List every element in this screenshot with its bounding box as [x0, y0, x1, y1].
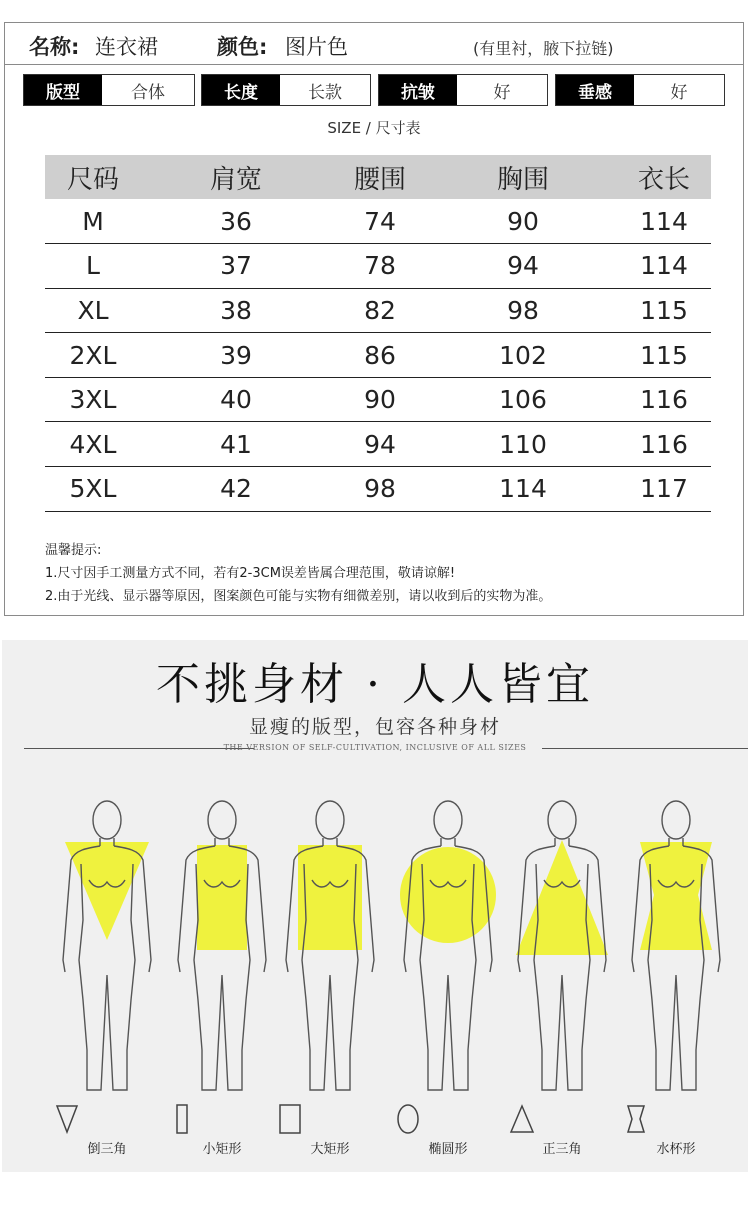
tips-section	[45, 539, 551, 608]
color-value: 图片色	[285, 35, 348, 59]
measurement-cell: 38	[141, 288, 331, 333]
body-figure-oval	[388, 800, 508, 1160]
tip-line: 1.尺寸因手工测量方式不同，若有2-3CM误差皆属合理范围，敬请谅解!	[45, 566, 456, 581]
column-header: 尺码	[45, 155, 141, 199]
measurement-cell: 98	[331, 467, 429, 512]
body-type-label: 小矩形	[202, 1142, 242, 1157]
body-type-label: 正三角	[542, 1142, 582, 1157]
size-row	[45, 422, 711, 467]
measurement-cell: 98	[429, 288, 617, 333]
tip-line: 2.由于光线、显示器等原因，图案颜色可能与实物有细微差别，请以收到后的实物为准。	[45, 589, 552, 604]
name-value: 连衣裙	[95, 35, 158, 59]
size-label-cell: 2XL	[45, 333, 141, 378]
column-header: 肩宽	[141, 155, 331, 199]
size-row	[45, 333, 711, 378]
attribute-value: 好	[634, 75, 724, 105]
measurement-cell: 41	[141, 422, 331, 467]
attribute-value: 合体	[102, 75, 194, 105]
inverted-triangle-icon	[47, 1100, 167, 1136]
body-type-label: 椭圆形	[428, 1142, 468, 1157]
body-figure-large-rectangle	[270, 800, 390, 1160]
body-type-label: 水杯形	[656, 1142, 696, 1157]
column-header: 衣长	[617, 155, 711, 199]
body-type-subtitle: 显瘦的版型，包容各种身材	[248, 716, 501, 738]
size-label-cell: L	[45, 244, 141, 289]
measurement-cell: 116	[617, 377, 711, 422]
measurement-cell: 39	[141, 333, 331, 378]
large-rectangle-icon	[270, 1100, 390, 1136]
measurement-cell: 94	[331, 422, 429, 467]
measurement-cell: 37	[141, 244, 331, 289]
body-type-label: 倒三角	[87, 1142, 127, 1157]
size-row	[45, 244, 711, 289]
size-row	[45, 199, 711, 244]
size-table-caption: SIZE / 尺寸表	[327, 119, 421, 137]
measurement-cell: 42	[141, 467, 331, 512]
measurement-cell: 74	[331, 199, 429, 244]
body-type-english-subtitle: THE VERSION OF SELF-CULTIVATION, INCLUSIVE OF ALL SIZES	[223, 743, 527, 752]
name-label: 名称:	[29, 35, 80, 59]
measurement-cell: 36	[141, 199, 331, 244]
measurement-cell: 90	[331, 377, 429, 422]
small-rectangle-icon	[162, 1100, 282, 1136]
attribute-value: 长款	[280, 75, 370, 105]
body-figure-small-rectangle	[162, 800, 282, 1160]
column-header: 胸围	[429, 155, 617, 199]
attribute-value: 好	[457, 75, 547, 105]
product-info-bar	[5, 23, 743, 65]
size-label-cell: M	[45, 199, 141, 244]
attribute-key: 垂感	[556, 75, 634, 105]
measurement-cell: 115	[617, 288, 711, 333]
size-label-cell: 4XL	[45, 422, 141, 467]
measurement-cell: 90	[429, 199, 617, 244]
size-label-cell: 3XL	[45, 377, 141, 422]
column-header: 腰围	[331, 155, 429, 199]
size-row	[45, 467, 711, 512]
size-chart-panel	[4, 22, 744, 616]
measurement-cell: 114	[429, 467, 617, 512]
size-label-cell: XL	[45, 288, 141, 333]
measurement-cell: 114	[617, 199, 711, 244]
body-type-panel	[2, 640, 748, 1172]
size-row	[45, 288, 711, 333]
tips-title: 温馨提示:	[45, 543, 102, 558]
attribute-key: 版型	[24, 75, 102, 105]
size-row	[45, 377, 711, 422]
size-label-cell: 5XL	[45, 467, 141, 512]
attribute-length	[201, 74, 371, 106]
measurement-cell: 115	[617, 333, 711, 378]
hourglass-icon	[616, 1100, 736, 1136]
body-figure-hourglass	[616, 800, 736, 1160]
size-table	[45, 155, 711, 512]
oval-icon	[388, 1100, 508, 1136]
body-type-title: 不挑身材 · 人人皆宜	[156, 659, 594, 710]
body-figure-triangle	[502, 800, 622, 1160]
measurement-cell: 86	[331, 333, 429, 378]
measurement-cell: 106	[429, 377, 617, 422]
attribute-key: 长度	[202, 75, 280, 105]
triangle-icon	[502, 1100, 622, 1136]
attribute-key: 抗皱	[379, 75, 457, 105]
measurement-cell: 110	[429, 422, 617, 467]
measurement-cell: 94	[429, 244, 617, 289]
measurement-cell: 82	[331, 288, 429, 333]
lining-note: (有里衬，腋下拉链)	[473, 39, 614, 58]
attribute-wrinkle-resistance	[378, 74, 548, 106]
measurement-cell: 114	[617, 244, 711, 289]
attribute-drape	[555, 74, 725, 106]
size-table-header-row	[45, 155, 711, 199]
color-label: 颜色:	[217, 35, 268, 59]
measurement-cell: 78	[331, 244, 429, 289]
measurement-cell: 102	[429, 333, 617, 378]
measurement-cell: 40	[141, 377, 331, 422]
measurement-cell: 116	[617, 422, 711, 467]
measurement-cell: 117	[617, 467, 711, 512]
body-figure-inverted-triangle	[47, 800, 167, 1160]
attribute-fit	[23, 74, 195, 106]
body-type-label: 大矩形	[310, 1142, 350, 1157]
